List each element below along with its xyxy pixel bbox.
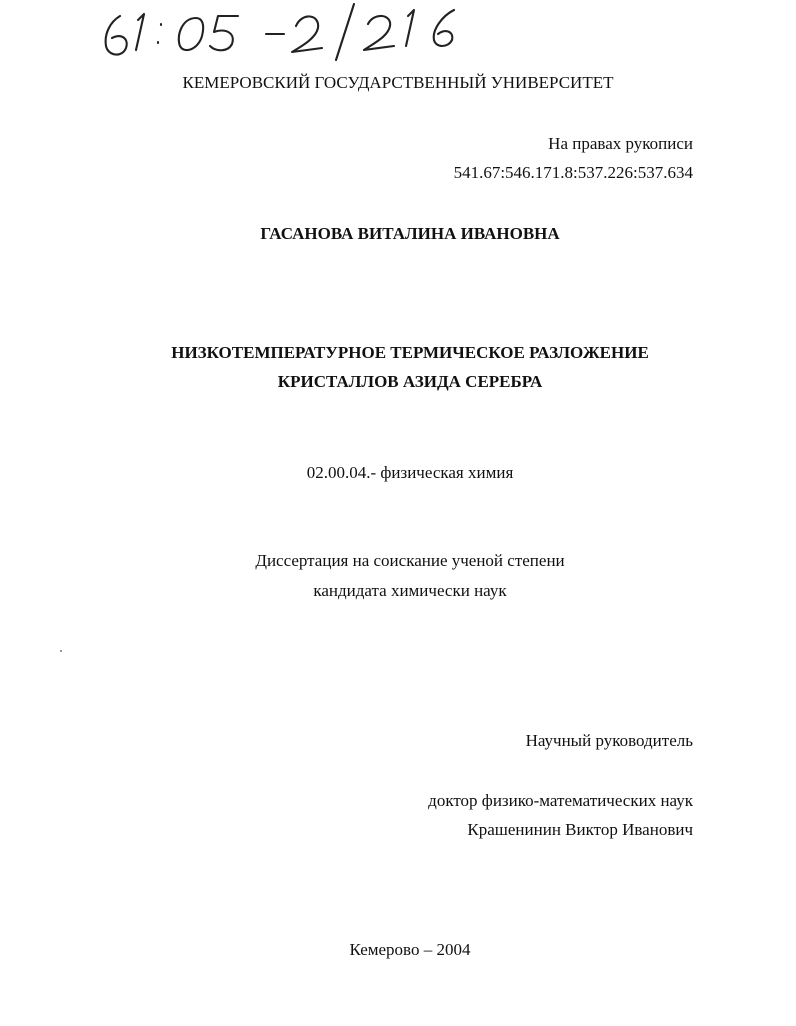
author-name: ГАСАНОВА ВИТАЛИНА ИВАНОВНА [260,224,560,243]
supervisor-label: Научный руководитель [525,731,693,750]
rights-label: На правах рукописи [548,134,693,153]
university-name: КЕМЕРОВСКИЙ ГОСУДАРСТВЕННЫЙ УНИВЕРСИТЕТ [182,73,614,92]
scan-speck [60,650,62,652]
udc-code: 541.67:546.171.8:537.226:537.634 [453,163,693,182]
dissertation-degree-line-1: Диссертация на соискание ученой степени [255,551,565,570]
city-year: Кемерово – 2004 [349,940,471,959]
specialty-code: 02.00.04.- физическая химия [306,463,514,482]
supervisor-degree: доктор физико-математических наук [428,791,693,810]
dissertation-title-line-2: КРИСТАЛЛОВ АЗИДА СЕРЕБРА [277,372,543,391]
dissertation-title-line-1: НИЗКОТЕМПЕРАТУРНОЕ ТЕРМИЧЕСКОЕ РАЗЛОЖЕНИЕ [171,343,649,362]
dissertation-degree-line-2: кандидата химически наук [313,581,507,600]
handwritten-archive-code [98,2,478,64]
supervisor-name: Крашенинин Виктор Иванович [467,820,693,839]
